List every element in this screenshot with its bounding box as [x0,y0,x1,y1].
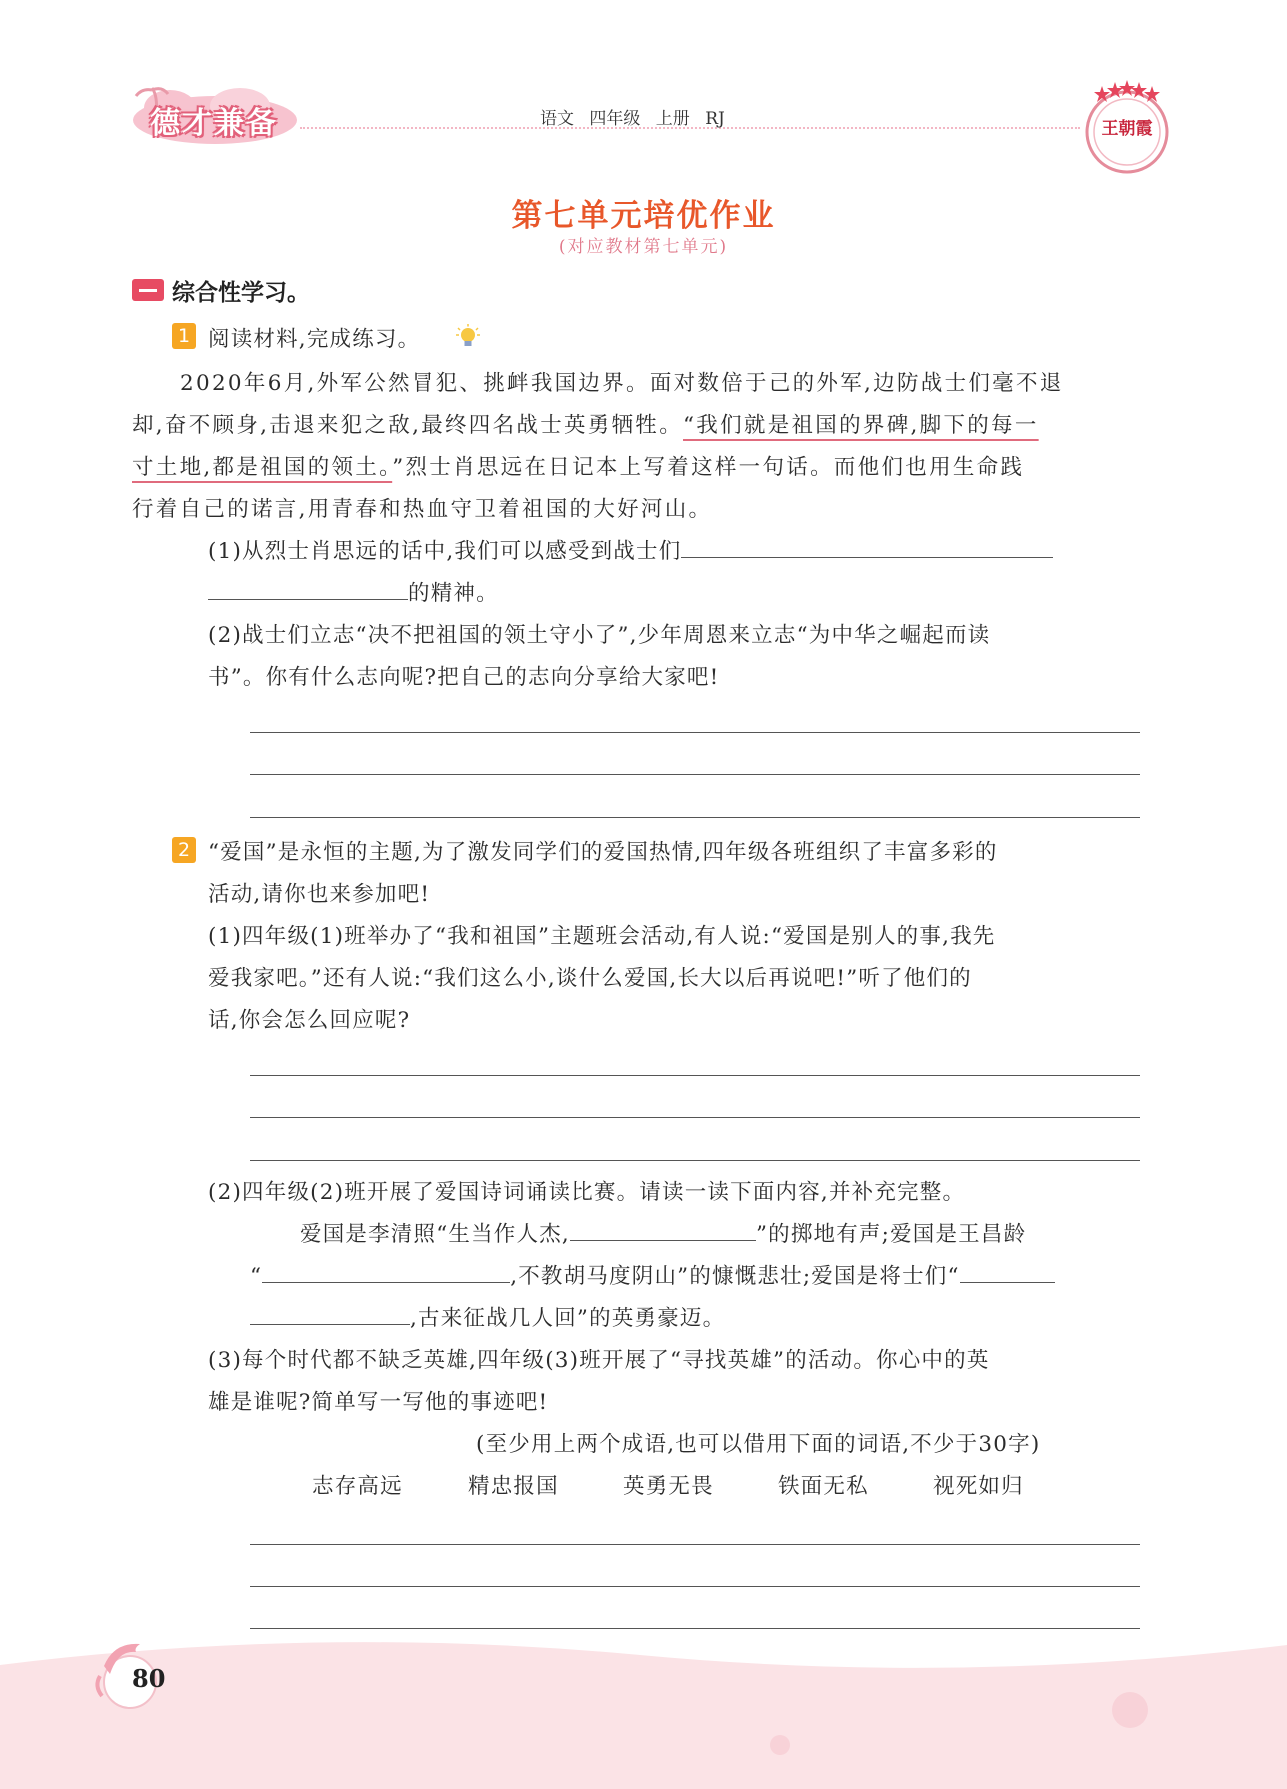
writing-line[interactable] [250,774,1140,775]
passage-line-2 [132,408,1039,439]
q1-sub1-suffix: 的精神。 [408,581,499,606]
passage-line-3 [132,450,1024,481]
word-bank-5: 视死如归 [933,1474,1024,1499]
q2-p2-line-2 [300,1217,1026,1248]
q2-p3-line-2: 雄是谁呢?简单写一写他的事迹吧! [208,1390,549,1415]
passage-text: 却,奋不顾身,击退来犯之敌,最终四名战士英勇牺牲。 [132,413,684,438]
poem-prompt-3: ,不教胡马度阴山”的慷慨悲壮;爱国是将士们“ [510,1264,960,1289]
q2-p1-line-1: (1)四年级(1)班举办了“我和祖国”主题班会活动,有人说:“爱国是别人的事,我先 [208,924,996,949]
poem-blank-2[interactable] [262,1281,510,1283]
question-1-heading: 阅读材料,完成练习。 [208,327,421,352]
writing-line[interactable] [250,732,1140,733]
quote-underlined-2: 寸土地,都是祖国的领土。 [132,455,393,480]
page-subtitle: (对应教材第七单元) [558,237,729,257]
writing-line[interactable] [250,817,1140,818]
writing-line[interactable] [250,1075,1140,1076]
section-badge-mark [139,289,157,292]
seal-text: 王朝霞 [1101,119,1153,139]
section-label: 综合性学习。 [172,280,310,306]
question-1-badge: 1 [172,323,196,349]
q1-sub1-prompt: (1)从烈士肖思远的话中,我们可以感受到战士们 [208,539,682,564]
q2-p1-line-2: 爱我家吧。”还有人说:“我们这么小,谈什么爱国,长大以后再说吧!”听了他们的 [208,966,972,991]
passage-line-1: 2020年6月,外军公然冒犯、挑衅我国边界。面对数倍于己的外军,边防战士们毫不退 [180,371,1064,396]
passage-text: ”烈士肖思远在日记本上写着这样一句话。而他们也用生命践 [392,455,1025,480]
writing-line[interactable] [250,1160,1140,1161]
q1-sub2-line-1: (2)战士们立志“决不把祖国的领土守小了”,少年周恩来立志“为中华之崛起而读 [208,623,991,648]
poem-prompt-1: 爱国是李清照“生当作人杰, [300,1222,570,1247]
page-number: 80 [132,1664,166,1693]
q1-sub1-line-2 [208,576,499,607]
word-bank-2: 精忠报国 [468,1474,559,1499]
word-bank-1: 志存高远 [312,1474,403,1499]
q2-intro-line-1: “爱国”是永恒的主题,为了激发同学们的爱国热情,四年级各班组织了丰富多彩的 [208,840,998,865]
poem-blank-1[interactable] [570,1239,756,1241]
poem-prompt-2: ”的掷地有声;爱国是王昌龄 [755,1222,1027,1247]
header-subject: 语文 四年级 上册 RJ [540,109,725,129]
lightbulb-icon [456,324,480,350]
q2-p2-line-3 [250,1259,1055,1290]
q2-p2-line-4 [250,1301,725,1332]
q1-sub1-line-1 [208,534,1053,565]
page-title: 第七单元培优作业 [511,198,776,234]
q2-p3-line-1: (3)每个时代都不缺乏英雄,四年级(3)班开展了“寻找英雄”的活动。你心中的英 [208,1348,990,1373]
poem-open-quote: “ [250,1264,263,1289]
question-2-badge: 2 [172,837,196,863]
poem-prompt-4: ,古来征战几人回”的英勇豪迈。 [410,1306,726,1331]
answer-blank-2[interactable] [208,598,408,600]
q2-intro-line-2: 活动,请你也来参加吧! [208,882,431,907]
answer-blank-1[interactable] [681,556,1053,558]
footer-wave-background [0,1625,1287,1789]
quote-underlined-1: “我们就是祖国的界碑,脚下的每一 [683,413,1039,438]
passage-line-4: 行着自己的诺言,用青春和热血守卫着祖国的大好河山。 [132,497,713,522]
word-bank-4: 铁面无私 [778,1474,869,1499]
poem-blank-3[interactable] [960,1281,1055,1283]
writing-line[interactable] [250,1117,1140,1118]
logo-text: 德才兼备 [150,106,278,141]
word-bank-3: 英勇无畏 [623,1474,714,1499]
q1-sub2-line-2: 书”。你有什么志向呢?把自己的志向分享给大家吧! [208,665,720,690]
poem-blank-3-cont[interactable] [250,1323,410,1325]
q2-p3-note: (至少用上两个成语,也可以借用下面的词语,不少于30字) [476,1432,1041,1457]
q2-p1-line-3: 话,你会怎么回应呢? [208,1008,411,1033]
writing-line[interactable] [250,1544,1140,1545]
writing-line[interactable] [250,1586,1140,1587]
q2-p2-line-1: (2)四年级(2)班开展了爱国诗词诵读比赛。请读一读下面内容,并补充完整。 [208,1180,966,1205]
